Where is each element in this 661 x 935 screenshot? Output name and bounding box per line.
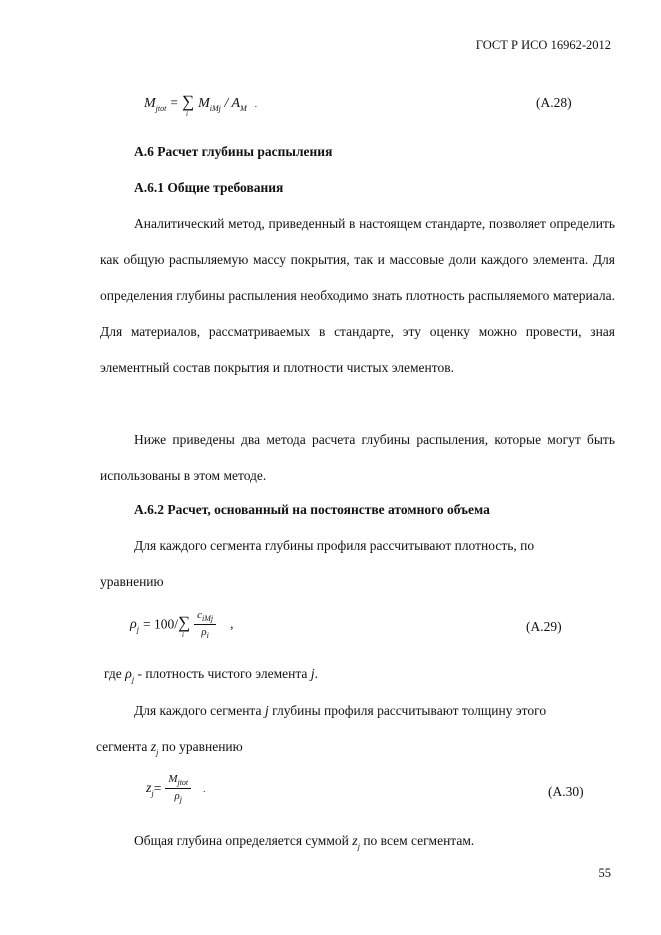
eq29-lhs-sub: j [136, 625, 139, 635]
where-prefix: где [104, 666, 126, 681]
paragraph-a61-2: Ниже приведены два метода расчета глубины распыления, которые могут быть использованы в этом методе. [100, 432, 615, 483]
paragraph-a62-line2: уравнению [100, 574, 164, 589]
where-symbol: ρ [125, 667, 132, 682]
paragraph-thickness-line2 [96, 739, 243, 757]
eq30-numerator: M [168, 773, 178, 785]
eq29-numerator-sub: iMj [201, 614, 214, 624]
eq30-equals: = [153, 780, 162, 796]
eq30-numerator-sub: jtot [177, 778, 189, 788]
sum-symbol: ∑ i [181, 92, 195, 118]
eq29-numerator: c [197, 609, 202, 621]
eq29-fraction [194, 609, 216, 640]
thickness-text-b: глубины профиля рассчитывают толщину этого [268, 703, 547, 718]
eq29-equals: = 100/ [142, 616, 178, 632]
eq28-term: M [198, 96, 210, 111]
paragraph-thickness-line1 [134, 703, 546, 720]
where-symbol-sub: j [131, 674, 135, 684]
eq28-sum-index: i [185, 110, 188, 118]
where-variable: j [310, 667, 315, 682]
eq28-equals: = [170, 95, 178, 110]
equation-a28 [144, 92, 257, 118]
section-a6-title: A.6 Расчет глубины распыления [134, 144, 333, 159]
eq30-denominator-sub: j [179, 795, 182, 805]
eq29-tail: , [230, 616, 234, 632]
equation-number-a28: (A.28) [536, 95, 572, 110]
section-a61-title: A.6.1 Общие требования [134, 180, 284, 195]
thickness-var-z: z [150, 740, 157, 755]
thickness-text-a: Для каждого сегмента [134, 703, 265, 718]
equation-number-a30: (A.30) [548, 784, 584, 799]
final-sentence [134, 833, 474, 851]
eq28-tail: . [254, 99, 257, 109]
eq28-lhs-sub: jtot [155, 103, 167, 113]
eq28-divisor: / A [224, 96, 241, 111]
final-var-z: z [352, 834, 358, 849]
section-a62-title: A.6.2 Расчет, основанный на постоянстве атомного объема [134, 502, 490, 517]
equation-a29 [130, 609, 233, 640]
final-var-z-sub: j [357, 841, 360, 851]
thickness-var-z-sub: j [156, 747, 159, 757]
eq28-lhs: M [144, 96, 156, 111]
eq28-divisor-sub: M [240, 103, 247, 113]
eq29-lhs: ρ [130, 617, 137, 633]
final-text-b: по всем сегментам. [359, 833, 475, 848]
equation-a30 [146, 773, 205, 804]
eq29-denominator-sub: i [206, 631, 209, 641]
eq30-tail: . [203, 784, 206, 795]
where-clause [104, 666, 318, 684]
eq29-denominator: ρ [201, 626, 207, 639]
eq30-fraction [165, 773, 191, 804]
sum-symbol: ∑ i [177, 613, 191, 640]
thickness-var-j: j [264, 704, 269, 719]
where-end: . [314, 666, 319, 681]
page-number: 55 [598, 866, 611, 880]
eq30-lhs: z [146, 781, 152, 797]
thickness-line2-a: сегмента [96, 739, 151, 754]
paragraph-a62-line1: Для каждого сегмента глубины профиля рассчитывают плотность, по [134, 538, 535, 553]
document-header: ГОСТ Р ИСО 16962-2012 [475, 38, 611, 52]
eq28-term-sub: iMj [209, 103, 221, 113]
paragraph-a61-1: Аналитический метод, приведенный в настоящем стандарте, позволяет определить как общую распыляемую массу покрытия, так и массовые доли каждого элемента. Для определения глубины распыления необходимо знать плотность распыляемого материала. Для материалов, рассматриваемых в стандарте, эту оценку можно провести, зная элементный состав покрытия и плотности чистых элементов. [100, 216, 615, 375]
eq30-lhs-sub: j [151, 789, 154, 799]
where-text: - плотность чистого элемента [134, 666, 311, 681]
equation-number-a29: (A.29) [526, 619, 562, 634]
eq30-denominator: ρ [174, 790, 180, 803]
thickness-line2-b: по уравнению [158, 739, 243, 754]
eq29-sum-index: i [181, 631, 184, 640]
final-text-a: Общая глубина определяется суммой [134, 833, 353, 848]
